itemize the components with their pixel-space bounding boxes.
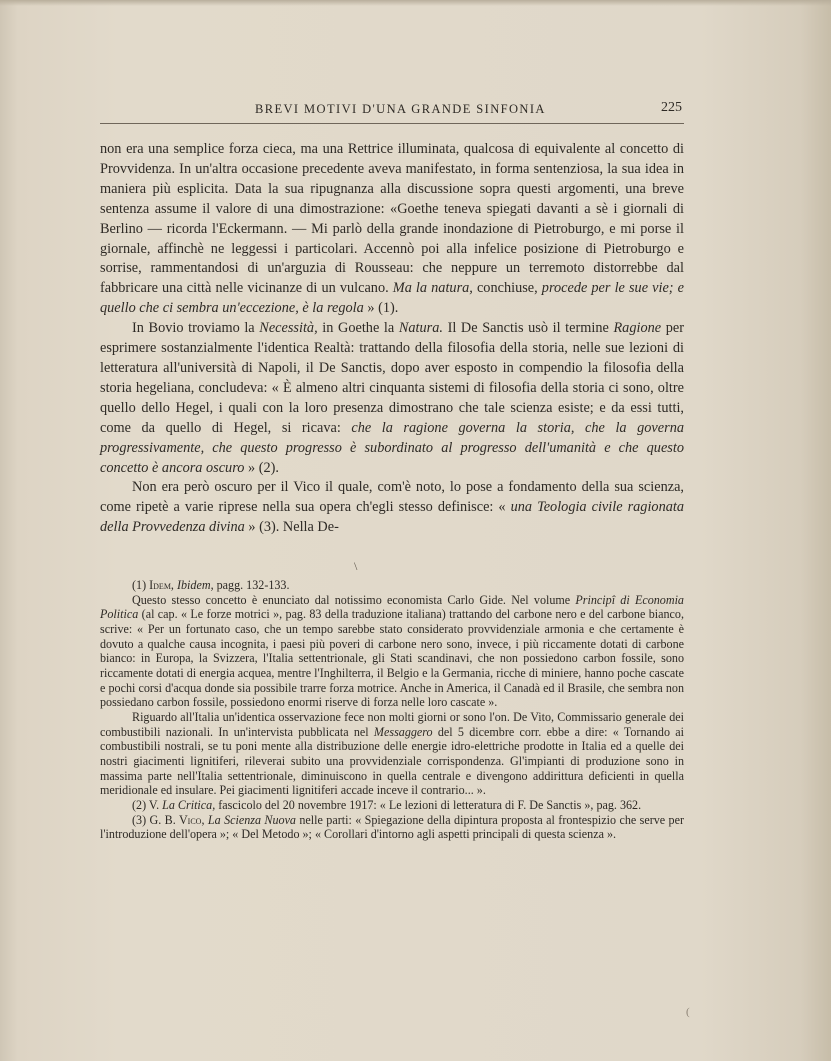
footnote-2-italic: La Critica,: [162, 797, 216, 812]
footnote-3-text: nelle parti: « Spiegazione della dipintura proposta al frontespizio che serve per l'introduzione dell'opera »; « Del Metodo »; « Corollari d'intorno agli aspetti principali di questa scienza ».: [100, 812, 684, 842]
running-title: BREVI MOTIVI D'UNA GRANDE SINFONIA: [255, 102, 546, 116]
paragraph-2: [100, 319, 684, 478]
footnote-1b-text: Questo stesso concetto è enunciato dal notissimo economista Carlo Gide. Nel volume: [132, 592, 576, 607]
footnote-3-number: (3): [132, 812, 150, 827]
footnote-1c-text: Riguardo all'Italia un'identica osservazione fece non molti giorni or sono l'on. De Vito, Commissario generale dei combustibili nazionali. In un'intervista pubblicata nel: [100, 709, 684, 739]
footnote-3: [100, 813, 684, 842]
paragraph-3-italic-1: una Teologia civile ragionata della Provvedenza divina: [100, 499, 684, 536]
footnote-2-text: (2) V.: [132, 797, 163, 812]
page-number: 225: [661, 100, 682, 115]
paragraph-1-text: non era una semplice forza cieca, ma una Rettrice illuminata, qualcosa di equivalente al concetto di Provvidenza. In un'altra occasione precedente aveva manifestato, in forma sentenziosa, la sua idea in maniera più esplicita. Data la sua ripugnanza alla discussione sopra questi argomenti, una breve sentenza assume il valore di una dimostrazione: «Goethe teneva spiegati davanti a sè i giornali di Berlino — ricorda l'Eckermann. — Mi parlò della grande inondazione di Pietroburgo, e mi porse il giornale, affinchè ne leggessi i particolari. Accennò poi alla infelice posizione di Pietroburgo e sorrise, rammentandosi di un'arguzia di Rousseau: che neppure un terremoto distorrebbe dal fabbricare una città nelle vicinanze di un vulcano.: [100, 141, 684, 297]
footnote-2: [100, 798, 684, 813]
footnote-1-continued: [100, 593, 684, 710]
header-rule: [100, 123, 684, 124]
paragraph-2-italic-1: Necessità,: [259, 320, 318, 337]
paragraph-2-text-5: » (2).: [244, 459, 279, 476]
section-mark: \: [354, 559, 358, 573]
paragraph-2-text-2: in Goethe la: [317, 320, 399, 337]
footnote-1b-text-2: (al cap. « Le forze motrici », pag. 83 della traduzione italiana) trattando del carbone nero e del carbone bianco, scrive: « Per un fortunato caso, che un tempo sarebbe stato considerato provvidenziale armonia e che certamente è dovuto a qualche causa incognita, i paesi più poveri di carbone nero sono, invece, i più riccamente dotati di carbone bianco: in Europa, la Svizzera, l'Italia settentrionale, gli Stati scandinavi, che non possiedono carbon fossile, sono riccamente dotati di energia acquea, mentre l'Inghilterra, il Belgio e la Germania, ricche di miniere, hanno poche cascate e pochi corsi d'acqua donde sia possibile trarre forza motrice. Anche in America, il Canadà ed il Brasile, che sembra non possiedano carbon fossile, possiedono enormi riserve di forza nelle loro cascate ».: [100, 607, 684, 710]
paragraph-2-text: In Bovio troviamo la: [132, 320, 260, 337]
paragraph-1-italic-2: procede per le sue vie; e quello che ci sembra un'eccezione, è la regola: [100, 280, 685, 317]
paragraph-2-text-4: per esprimere sostanzialmente l'identica Realtà: trattando della filosofia della storia, nelle sue lezioni di letteratura all'università di Napoli, il De Sanctis, dopo aver esposto in compendio la filosofia della storia hegeliana, concludeva: « È almeno altri cinquanta sistemi di filosofia della storia ci sono, oltre quello dello Hegel, i quali con la loro presenza dimostrano che tale scienza esiste; e da essi tutti, come da quello di Hegel, si ricava:: [100, 320, 684, 436]
margin-mark: (: [686, 1006, 690, 1018]
paragraph-3-text-2: » (3). Nella De-: [244, 519, 339, 536]
footnote-3-italic: La Scienza Nuova: [207, 812, 296, 827]
paragraph-1-text-2: conchiuse,: [472, 280, 542, 297]
footnotes: [100, 578, 684, 842]
footnote-1-second-continued: [100, 710, 684, 798]
footnote-1-author: Idem,: [149, 578, 174, 592]
page-top-edge: [0, 0, 831, 6]
footnote-1-text: pagg. 132-133.: [213, 578, 290, 592]
main-text: [100, 140, 684, 538]
paragraph-2-text-3: Il De Sanctis usò il termine: [442, 320, 614, 337]
footnote-1-number: (1): [132, 578, 150, 592]
paragraph-2-italic-4: che la ragione governa la storia, che la governa progressivamente, che questo progresso è subordinato al progresso dell'umanità e che questo concetto è ancora oscuro: [100, 419, 684, 476]
footnote-1: [100, 578, 684, 593]
footnote-3-author: G. B. Vico,: [149, 812, 205, 827]
page-header: [100, 100, 684, 122]
paragraph-3-text: Non era però oscuro per il Vico il quale, com'è noto, lo pose a fondamento della sua scienza, come ripetè a varie riprese nella sua opera ch'egli stesso definisce: «: [100, 479, 684, 516]
footnote-1c-text-2: del 5 dicembre corr. ebbe a dire: « Tornando ai combustibili nostrali, se tu poni mente alla distribuzione delle energie idro-elettriche prodotte in Italia ed a quelle dei nostri giacimenti lignitiferi, rileverai subito una provvidenziale corrispondenza. Gl'impianti di produzione sono in massima parte nell'Italia settentrionale, diminuiscono in quella centrale e divengono addirittura deficienti in quella meridionale ed insulare. Pei giacimenti lignitiferi accade inceve il contrario... ».: [100, 724, 684, 798]
footnote-1-italic: Ibidem,: [176, 578, 214, 592]
footnote-1c-italic: Messaggero: [373, 724, 433, 739]
paragraph-1-italic-1: Ma la natura,: [392, 280, 473, 297]
paragraph-2-italic-2: Natura.: [398, 320, 443, 337]
paragraph-1: [100, 140, 684, 319]
paragraph-3: [100, 478, 684, 538]
paragraph-2-italic-3: Ragione: [613, 320, 662, 337]
footnote-1b-italic: Principî di Economia Politica: [100, 592, 684, 622]
paragraph-1-text-3: » (1).: [363, 300, 399, 317]
footnote-2-text-2: fascicolo del 20 novembre 1917: « Le lezioni di letteratura di F. De Sanctis », pag. 362.: [215, 797, 642, 812]
